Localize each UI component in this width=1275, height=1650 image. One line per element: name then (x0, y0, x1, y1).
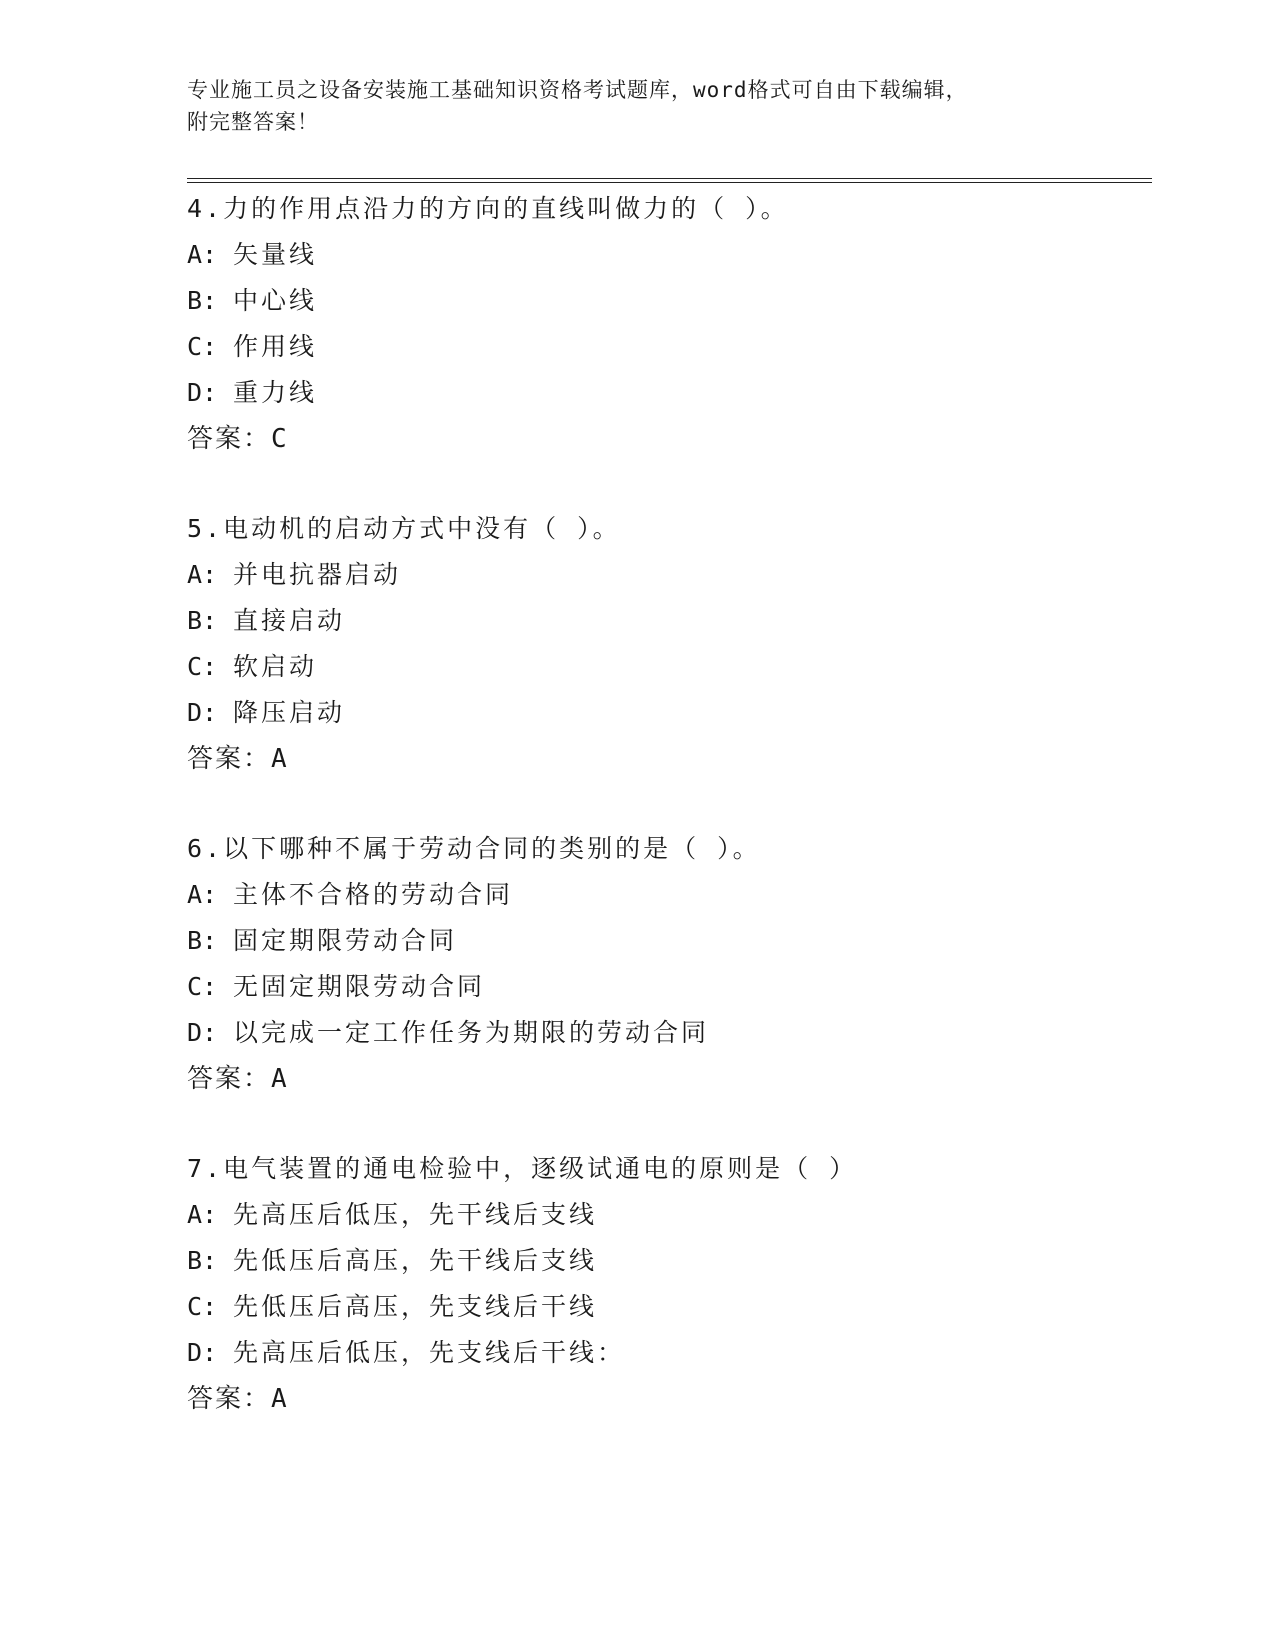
option-d (187, 1330, 1147, 1376)
option-label: D: (187, 698, 218, 727)
answer-line: 答案：A (187, 1064, 289, 1094)
option-text: 矢量线 (233, 240, 318, 269)
option-label: D: (187, 378, 218, 407)
option-text: 降压启动 (233, 698, 346, 727)
option-text: 重力线 (233, 378, 318, 407)
question-stem: 5.电动机的启动方式中没有（ ）。 (187, 514, 621, 543)
document-header (187, 74, 1067, 138)
question-block (187, 1146, 1147, 1422)
question-stem: 6.以下哪种不属于劳动合同的类别的是（ ）。 (187, 834, 761, 863)
header-divider-top (187, 178, 1152, 179)
option-label: B: (187, 926, 218, 955)
option-a (187, 232, 1147, 278)
option-a (187, 872, 1147, 918)
option-b (187, 1238, 1147, 1284)
option-text: 并电抗器启动 (233, 560, 402, 589)
option-text: 中心线 (233, 286, 318, 315)
option-text: 先低压后高压，先支线后干线 (233, 1292, 598, 1321)
option-text: 以完成一定工作任务为期限的劳动合同 (233, 1018, 710, 1047)
option-text: 无固定期限劳动合同 (233, 972, 486, 1001)
option-c (187, 644, 1147, 690)
option-label: A: (187, 240, 218, 269)
option-d (187, 690, 1147, 736)
option-text: 直接启动 (233, 606, 346, 635)
option-b (187, 278, 1147, 324)
option-c (187, 324, 1147, 370)
option-c (187, 1284, 1147, 1330)
question-block (187, 826, 1147, 1102)
question-block (187, 506, 1147, 782)
answer-line: 答案：A (187, 744, 289, 774)
question-block (187, 186, 1147, 462)
answer-line: 答案：C (187, 424, 289, 454)
option-b (187, 918, 1147, 964)
option-text: 先高压后低压，先干线后支线 (233, 1200, 598, 1229)
question-stem: 7.电气装置的通电检验中，逐级试通电的原则是（ ） (187, 1154, 858, 1183)
option-label: B: (187, 606, 218, 635)
header-divider-bottom (187, 182, 1152, 183)
option-label: D: (187, 1018, 218, 1047)
header-line-2: 附完整答案！ (187, 110, 319, 134)
header-line-1: 专业施工员之设备安装施工基础知识资格考试题库，word格式可自由下载编辑， (187, 78, 968, 102)
option-label: B: (187, 286, 218, 315)
option-text: 先高压后低压，先支线后干线： (233, 1338, 626, 1367)
option-text: 作用线 (233, 332, 318, 361)
option-label: D: (187, 1338, 218, 1367)
option-label: B: (187, 1246, 218, 1275)
option-text: 软启动 (233, 652, 318, 681)
question-stem: 4.力的作用点沿力的方向的直线叫做力的（ ）。 (187, 194, 789, 223)
option-label: A: (187, 880, 218, 909)
option-label: A: (187, 1200, 218, 1229)
option-label: C: (187, 332, 218, 361)
answer-line: 答案：A (187, 1384, 289, 1414)
option-label: A: (187, 560, 218, 589)
option-a (187, 552, 1147, 598)
option-text: 先低压后高压，先干线后支线 (233, 1246, 598, 1275)
option-d (187, 370, 1147, 416)
option-text: 主体不合格的劳动合同 (233, 880, 514, 909)
option-d (187, 1010, 1147, 1056)
option-b (187, 598, 1147, 644)
option-label: C: (187, 1292, 218, 1321)
option-c (187, 964, 1147, 1010)
option-a (187, 1192, 1147, 1238)
option-label: C: (187, 972, 218, 1001)
option-label: C: (187, 652, 218, 681)
option-text: 固定期限劳动合同 (233, 926, 458, 955)
